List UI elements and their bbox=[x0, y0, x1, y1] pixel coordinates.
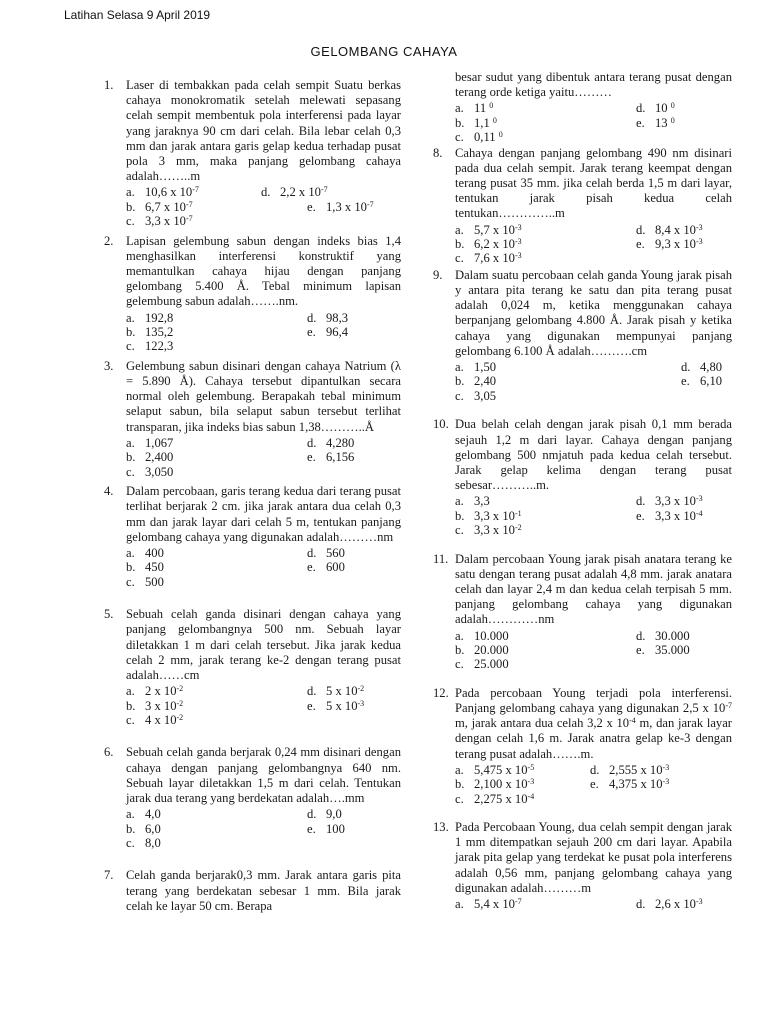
question-8 bbox=[433, 146, 732, 266]
question-number: 13. bbox=[433, 820, 449, 834]
option-b: b. 6,7 x $10^{-7}$ bbox=[126, 199, 193, 214]
question-number: 1. bbox=[104, 78, 114, 92]
options bbox=[455, 763, 732, 806]
option-c: c. 3,3 x $10^{-2}$ bbox=[455, 523, 522, 538]
question-text: Pada percobaan Young terjadi pola interferensi. Panjang gelombang cahaya yang digunakan 2,5 x $10^{-7}$ m, jarak antara dua celah 3,2 x $10^{-4}$ m, dan jarak layar dengan celah 1,6 m. Jarak anatra gelap ke-3 dengan terang pusat adalah…….m. bbox=[455, 685, 732, 761]
option-c: c. 3,050 bbox=[126, 464, 174, 479]
options bbox=[455, 494, 732, 537]
question-5 bbox=[104, 607, 401, 727]
option-c: c. 3,3 x $10^{-7}$ bbox=[126, 214, 193, 229]
option-b: b. 2,100 x $10^{-3}$ bbox=[455, 777, 535, 792]
options bbox=[455, 629, 732, 672]
option-d: d. 98,3 bbox=[307, 310, 349, 325]
option-c: c. 0,11 $^0$ bbox=[455, 130, 503, 145]
question-text: Sebuah celah ganda disinari dengan cahaya yang panjang gelombangnya 500 nm. Sebuah layar diletakkan 1 m dari celah tersebut. Jika jarak kedua celah 2 mm, jarak terang ke-2 dengan terang pusat adalah……cm bbox=[126, 607, 401, 682]
question-text: Cahaya dengan panjang gelombang 490 nm disinari pada dua celah sempit. Jarak terang keempat dengan terang pusat 35 mm. jika celah berda 1,5 m dari layar, tentukan jarak pisah kedua celah tentukan…………..m bbox=[455, 145, 732, 221]
question-10 bbox=[433, 417, 732, 537]
option-e: e. 35.000 bbox=[636, 642, 690, 657]
option-e: e. 6,156 bbox=[307, 450, 355, 465]
question-number: 3. bbox=[104, 358, 114, 373]
question-number: 12. bbox=[433, 685, 449, 700]
question-number: 7. bbox=[104, 868, 114, 883]
question-text: Dalam suatu percobaan celah ganda Young jarak pisah y antara pita terang ke satu dan pita terang pusat adalah 0,024 m, ketika menggunakan cahaya berpanjang gelombang 4.800 Å. Jarak pisah y ketika cahaya yang digunakan mempunyai panjang gelombang 6.100 Å adalah……….cm bbox=[455, 267, 732, 358]
options bbox=[126, 684, 401, 727]
question-number: 5. bbox=[104, 607, 114, 622]
option-e: e. 96,4 bbox=[307, 325, 349, 340]
question-text: Dalam percobaan, garis terang kedua dari terang pusat terlihat berjarak 2 cm. jika jarak antara dua celah 0,3 mm dan jarak layar dari celah 5 m, tentukan panjang gelombang cahaya yang digunakan adalah………nm bbox=[126, 484, 401, 544]
option-a: a. 1,067 bbox=[126, 435, 174, 450]
question-number: 6. bbox=[104, 745, 114, 760]
option-c: c. 4 x $10^{-2}$ bbox=[126, 712, 184, 727]
option-e: e. 6,10 bbox=[681, 374, 723, 389]
option-d: d. 3,3 x $10^{-3}$ bbox=[636, 494, 703, 509]
page-title: GELOMBANG CAHAYA bbox=[310, 44, 458, 59]
option-a: a. 10,6 x $10^{-7}$ bbox=[126, 185, 199, 200]
option-a: a. 10.000 bbox=[455, 628, 509, 643]
option-a: a. 192,8 bbox=[126, 310, 174, 325]
option-a: a. 5,475 x $10^{-5}$ bbox=[455, 762, 535, 777]
option-a: a. 5,7 x $10^{-3}$ bbox=[455, 222, 522, 237]
option-a: a. 4,0 bbox=[126, 807, 161, 822]
options bbox=[126, 311, 401, 354]
right-column bbox=[433, 70, 732, 911]
option-d: d. 10 $^0$ bbox=[636, 101, 675, 116]
option-a: a. 5,4 x $10^{-7}$ bbox=[455, 897, 522, 912]
question-text: Pada Percobaan Young, dua celah sempit dengan jarak 1 mm ditempatkan sejauh 200 cm dari layar. Apabila jarak pita gelap yang terdekat ke pusat pola interferens adalah 0,56 mm, panjang gelombang cahaya yang digunakan adalah………m bbox=[455, 820, 732, 895]
question-number: 9. bbox=[433, 267, 443, 282]
question-13 bbox=[433, 820, 732, 911]
option-a: a. 2 x $10^{-2}$ bbox=[126, 684, 184, 699]
question-7-continued bbox=[433, 70, 732, 145]
question-number: 2. bbox=[104, 233, 114, 248]
question-text: Celah ganda berjarak0,3 mm. Jarak antara garis pita terang yang berdekatan sebesar 1 mm. Bila jarak celah ke layar 50 cm. Berapa bbox=[126, 868, 401, 913]
option-e: e. 4,375 x $10^{-3}$ bbox=[590, 777, 670, 792]
question-number: 10. bbox=[433, 417, 449, 432]
option-b: b. 450 bbox=[126, 560, 164, 575]
option-a: a. 3,3 bbox=[455, 494, 490, 509]
question-number: 11. bbox=[433, 551, 449, 566]
option-b: b. 3 x $10^{-2}$ bbox=[126, 698, 184, 713]
option-b: b. 20.000 bbox=[455, 642, 509, 657]
option-c: c. 122,3 bbox=[126, 339, 174, 354]
option-b: b. 6,0 bbox=[126, 821, 161, 836]
question-number: 8. bbox=[433, 145, 443, 160]
worksheet-header: Latihan Selasa 9 April 2019 bbox=[64, 8, 211, 22]
question-number: 4. bbox=[104, 484, 114, 499]
question-3 bbox=[104, 359, 401, 479]
option-d: d. 560 bbox=[307, 545, 345, 560]
question-7 bbox=[104, 868, 401, 914]
option-c: c. 2,275 x $10^{-4}$ bbox=[455, 791, 535, 806]
question-text: Laser di tembakkan pada celah sempit Suatu berkas cahaya monokromatik setelah melewati sepasang celah sempit membentuk pola interferensi pada layar yang jaraknya 90 cm dari celah. Bila lebar celah 0,3 mm dan jarak antara garis gelap kedua terhadap pusat pola 3 mm, maka panjang gelombang cahaya adalah……..m bbox=[126, 78, 401, 184]
options bbox=[126, 546, 401, 589]
question-6 bbox=[104, 745, 401, 850]
option-d: d. 5 x $10^{-2}$ bbox=[307, 684, 365, 699]
options bbox=[455, 897, 732, 911]
option-b: b. 1,1 $^0$ bbox=[455, 115, 497, 130]
question-2 bbox=[104, 234, 401, 354]
option-d: d. 30.000 bbox=[636, 628, 690, 643]
option-b: b. 2,40 bbox=[455, 374, 497, 389]
option-d: d. 2,6 x $10^{-3}$ bbox=[636, 897, 703, 912]
left-column bbox=[104, 78, 401, 914]
options bbox=[455, 223, 732, 266]
option-d: d. 9,0 bbox=[307, 807, 342, 822]
options bbox=[455, 360, 732, 403]
option-c: c. 7,6 x $10^{-3}$ bbox=[455, 251, 522, 266]
question-4 bbox=[104, 484, 401, 589]
option-c: c. 3,05 bbox=[455, 388, 497, 403]
option-d: d. 2,555 x $10^{-3}$ bbox=[590, 762, 670, 777]
question-text: Dua belah celah dengan jarak pisah 0,1 mm berada sejauh 1,2 m dari layar. Cahaya dengan panjang gelombang 500 nmjatuh pada kedua celah tersebut. Jarak gelap kelima dengan terang pusat sebesar………..m. bbox=[455, 417, 732, 493]
option-c: c. 8,0 bbox=[126, 836, 161, 850]
option-e: e. 100 bbox=[307, 821, 345, 836]
option-d: d. 2,2 x $10^{-7}$ bbox=[261, 185, 328, 200]
option-e: e. 3,3 x $10^{-4}$ bbox=[636, 508, 703, 523]
question-11 bbox=[433, 552, 732, 672]
question-text: Gelembung sabun disinari dengan cahaya Natrium (λ = 5.890 Å). Cahaya tersebut dipantulkan secara normal oleh gelembung. Berapakah tebal minimum selaput sabun, bila selaput sabun tersebut terlihat transparan, jika indeks bias sabun 1,38………..Å bbox=[126, 358, 401, 434]
option-c: c. 25.000 bbox=[455, 657, 509, 672]
option-e: e. 5 x $10^{-3}$ bbox=[307, 698, 365, 713]
option-a: a. 1,50 bbox=[455, 360, 497, 375]
option-d: d. 4,80 bbox=[681, 360, 723, 375]
option-b: b. 3,3 x $10^{-1}$ bbox=[455, 508, 522, 523]
question-1 bbox=[104, 78, 401, 229]
options bbox=[126, 185, 401, 228]
option-e: e. 1,3 x $10^{-7}$ bbox=[307, 199, 374, 214]
question-text: Dalam percobaan Young jarak pisah anatara terang ke satu dengan terang pusat adalah 4,8 mm. jarak anatara celah dan layar 2,4 m dan kedua celah terpisah 5 mm. panjang gelombang cahaya yang digunakan adalah…………nm bbox=[455, 551, 732, 627]
option-d: d. 8,4 x $10^{-3}$ bbox=[636, 222, 703, 237]
option-e: e. 600 bbox=[307, 560, 345, 575]
question-text: besar sudut yang dibentuk antara terang pusat dengan terang orde ketiga yaitu……… bbox=[455, 70, 732, 100]
option-e: e. 9,3 x $10^{-3}$ bbox=[636, 237, 703, 252]
options bbox=[126, 807, 401, 850]
option-d: d. 4,280 bbox=[307, 435, 355, 450]
options bbox=[126, 436, 401, 479]
question-12 bbox=[433, 686, 732, 806]
option-a: a. 11 $^0$ bbox=[455, 101, 494, 116]
option-e: e. 13 $^0$ bbox=[636, 115, 675, 130]
option-c: c. 500 bbox=[126, 574, 164, 589]
option-b: b. 6,2 x $10^{-3}$ bbox=[455, 237, 522, 252]
question-text: Sebuah celah ganda berjarak 0,24 mm disinari dengan cahaya dengan panjang gelombangnya 640 nm. Sebuah layar diletakkan 1,5 m dari celah. Tentukan jarak dua terang yang berdekatan adalah….mm bbox=[126, 745, 401, 805]
question-9 bbox=[433, 268, 732, 403]
options bbox=[455, 101, 732, 144]
option-b: b. 135,2 bbox=[126, 325, 174, 340]
option-b: b. 2,400 bbox=[126, 450, 174, 465]
question-text: Lapisan gelembung sabun dengan indeks bias 1,4 menghasilkan interferensi konstruktif yang memantulkan cahaya hijau dengan panjang gelombang 5.400 Å. Tebal minimum lapisan gelembung sabun adalah…….nm. bbox=[126, 233, 401, 309]
option-a: a. 400 bbox=[126, 545, 164, 560]
